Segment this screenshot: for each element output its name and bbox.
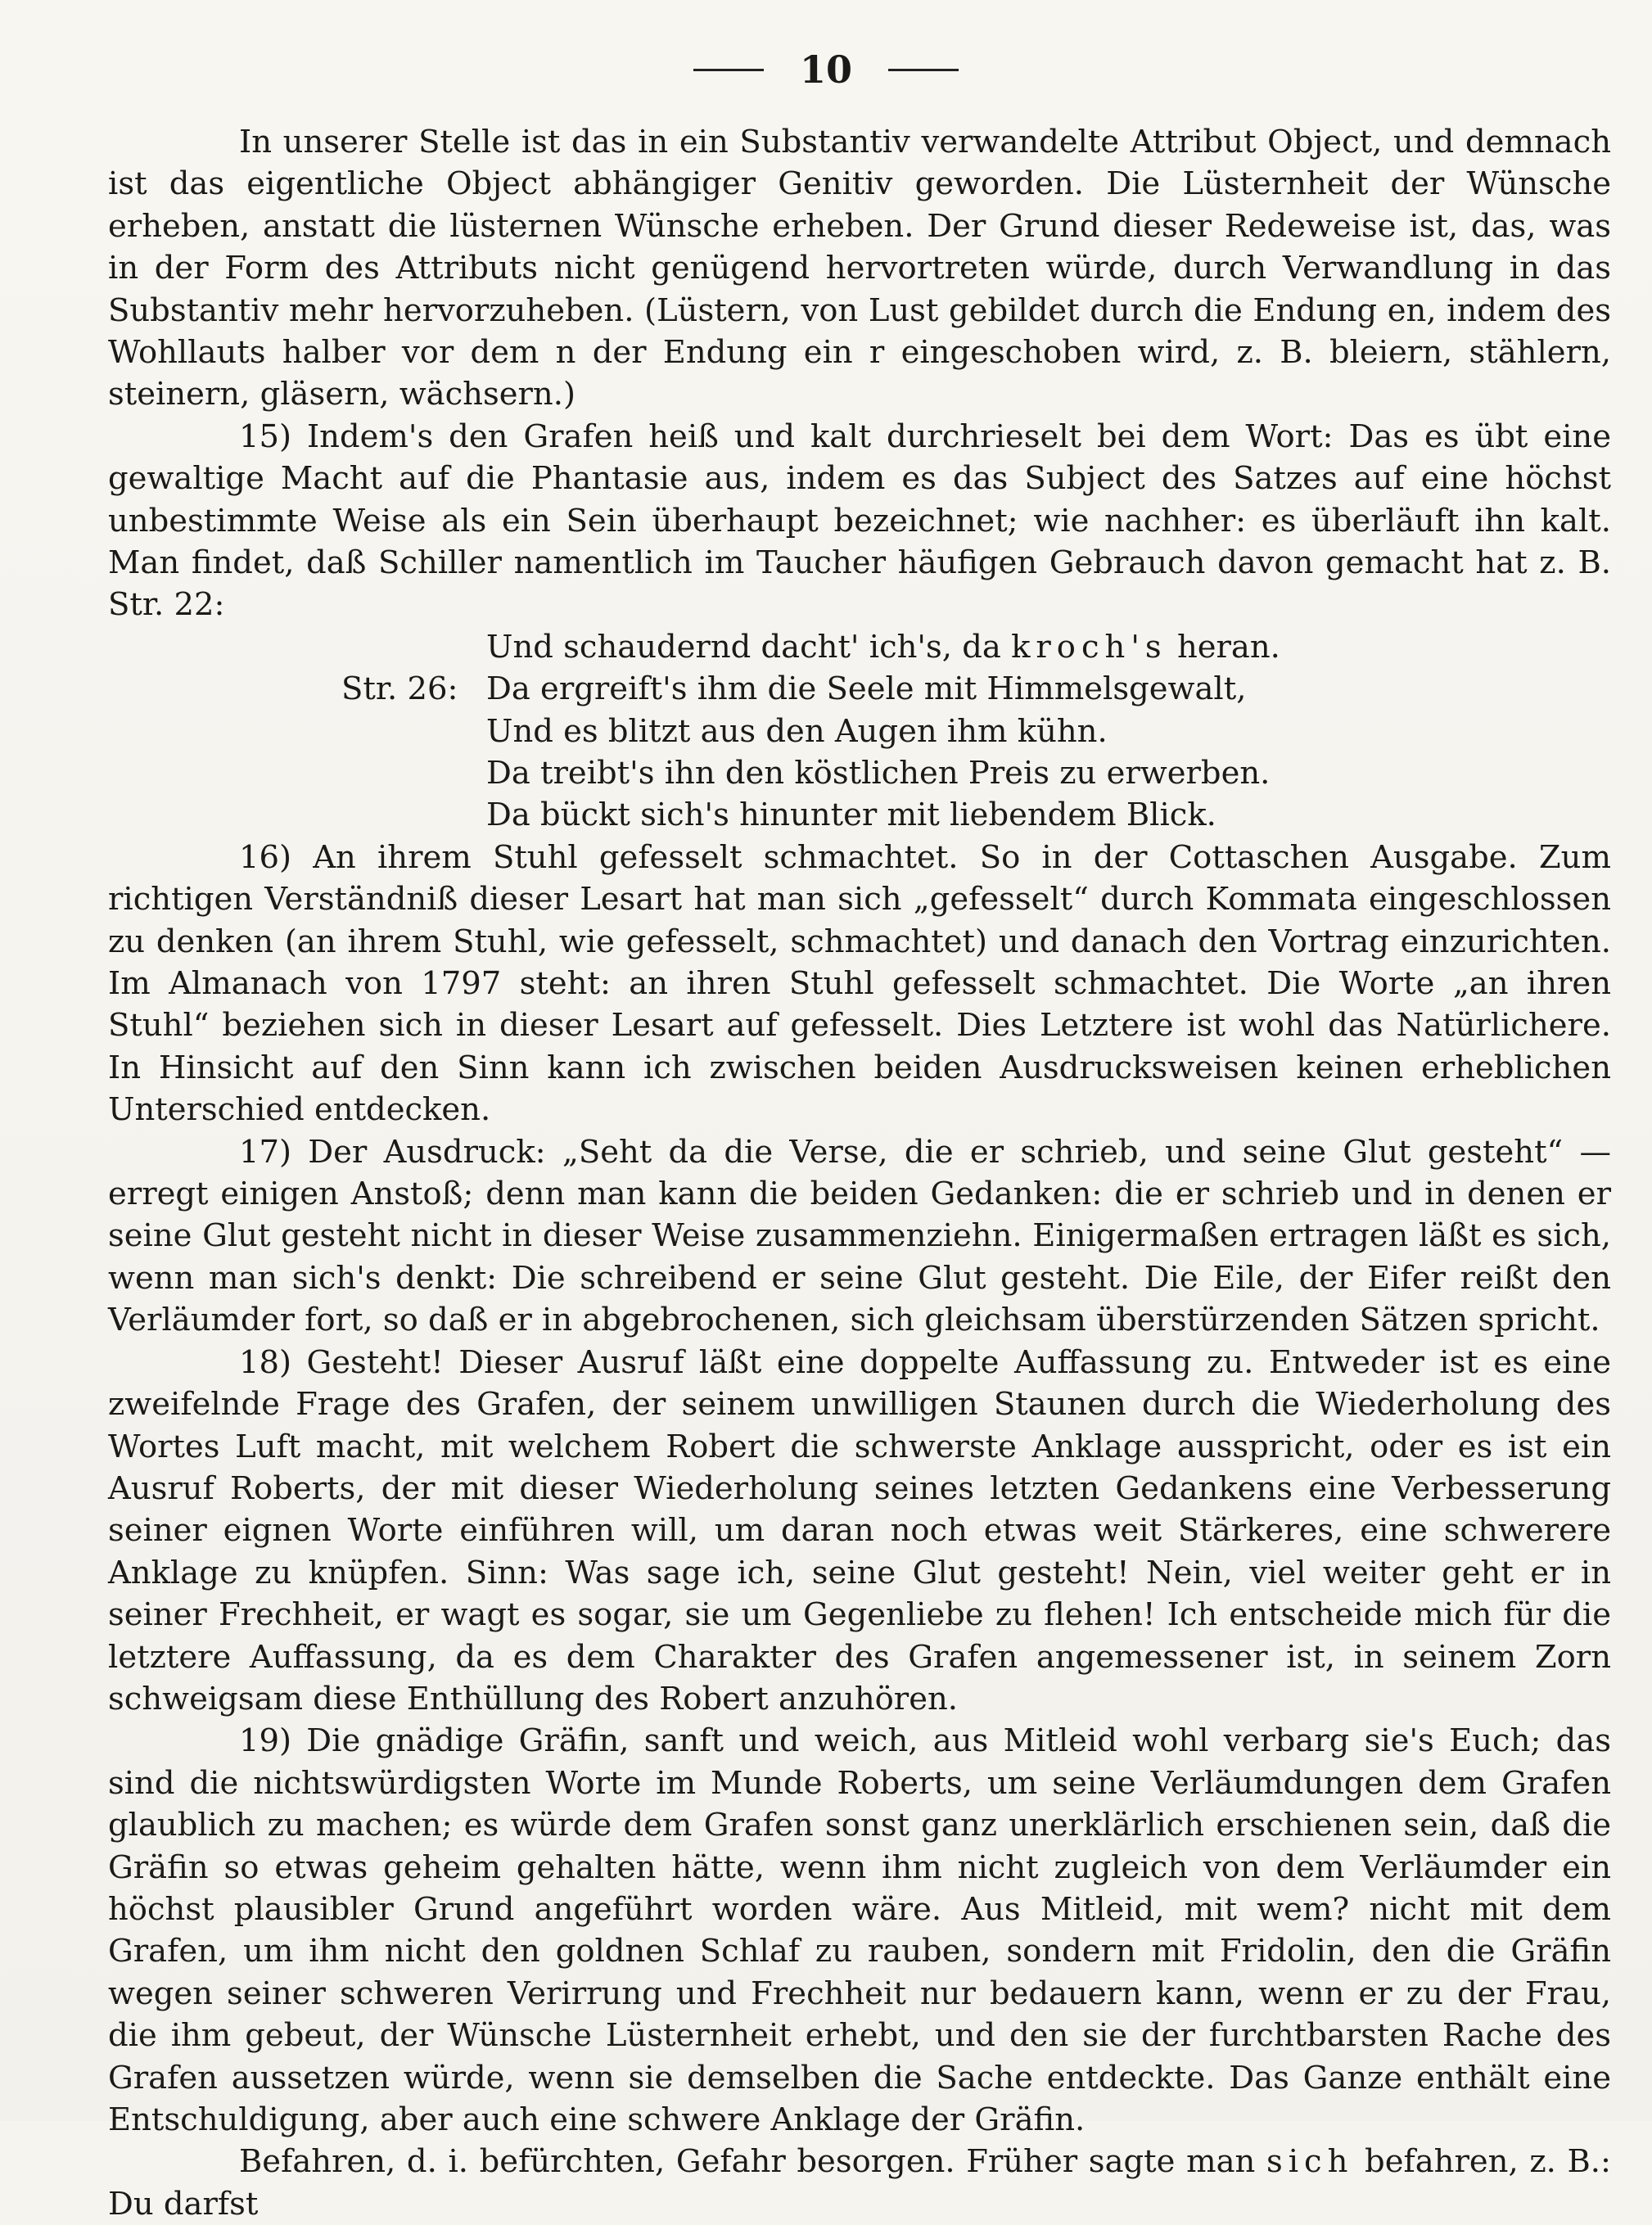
header-rule-left [693,69,764,71]
page-number: 10 [799,47,852,92]
verse-text: Und es blitzt aus den Augen ihm kühn. [486,712,1108,750]
last-line-text-end: befahren, z. B.: Du darfst [108,2143,1612,2223]
page-header [0,47,1652,92]
paragraph: In unserer Stelle ist das in ein Substantiv verwandelte Attribut Object, und demnach ist das eigentliche Object abhängiger Genitiv geworden. Die Lüsternheit der Wünsche erheben, anstatt die lüsternen Wünsche erheben. Der Grund dieser Redeweise ist, das, was in der Form des Attributs nicht genügend hervortreten würde, durch Verwandlung in das Substantiv mehr hervorzuheben. (Lüstern, von Lust gebildet durch die Endung en, indem des Wohllauts halber vor dem n der Endung ein r eingeschoben wird, z. B. bleiern, stählern, steinern, gläsern, wächsern.) [108,124,1611,413]
paragraph: 18) Gesteht! Dieser Ausruf läßt eine doppelte Auffassung zu. Entweder ist es eine zweifelnde Frage des Grafen, der seinem unwilligen Staunen durch die Wiederholung des Wortes Luft macht, mit welchem Robert die schwerste Anklage ausspricht, oder es ist ein Ausruf Roberts, der mit dieser Wiederholung seines letzten Gedankens eine Verbesserung seiner eignen Worte einführen will, um daran noch etwas weit Stärkeres, eine schwerere Anklage zu knüpfen. Sinn: Was sage ich, seine Glut gesteht! Nein, viel weiter geht er in seiner Frechheit, er wagt es sogar, sie um Gegenliebe zu flehen! Ich entscheide mich für die letztere Auffassung, da es dem Charakter des Grafen angemessener ist, in seinem Zorn schweigsam diese Enthüllung des Robert anzuhören. [108,1343,1611,1717]
verse-quote [108,626,1611,837]
last-line-text: Befahren, d. i. befürchten, Gefahr besorgen. Früher sagte man [239,2143,1266,2181]
verse-line [108,752,1611,794]
paragraph-last-line [108,2141,1611,2225]
verse-text: Da bückt sich's hinunter mit liebendem Blick. [486,797,1216,834]
verse-line [108,668,1611,710]
verse-text: Da ergreift's ihm die Seele mit Himmelsgewalt, [486,670,1247,708]
paragraph: 15) Indem's den Grafen heiß und kalt durchrieselt bei dem Wort: Das es übt eine gewaltige Macht auf die Phantasie aus, indem es das Subject des Satzes auf eine höchst unbestimmte Weise als ein Sein überhaupt bezeichnet; wie nachher: es überläuft ihn kalt. Man findet, daß Schiller namentlich im Taucher häufigen Gebrauch davon gemacht hat z. B. Str. 22: [108,417,1611,624]
last-line-emphasis: sich [1266,2143,1354,2181]
verse-emphasis: kroch's [1011,628,1167,666]
verse-text: Und schaudernd dacht' ich's, da [486,628,1012,666]
verse-text: Da treibt's ihn den köstlichen Preis zu erwerben. [486,755,1271,792]
paragraph: 16) An ihrem Stuhl gefesselt schmachtet. So in der Cottaschen Ausgabe. Zum richtigen Verständniß dieser Lesart hat man sich „gefesselt“ durch Kommata eingeschlossen zu denken (an ihrem Stuhl, wie gefesselt, schmachtet) und danach den Vortrag einzurichten. Im Almanach von 1797 steht: an ihren Stuhl gefesselt schmachtet. Die Worte „an ihren Stuhl“ beziehen sich in dieser Lesart auf gefesselt. Dies Letztere ist wohl das Natürlichere. In Hinsicht auf den Sinn kann ich zwischen beiden Ausdrucksweisen keinen erheblichen Unterschied entdecken. [108,838,1611,1129]
header-rule-right [888,69,959,71]
body-text [108,121,1611,2225]
verse-reference: Str. 26: [341,670,458,708]
paragraph: 19) Die gnädige Gräfin, sanft und weich, aus Mitleid wohl verbarg sie's Euch; das sind die nichtswürdigsten Worte im Munde Roberts, um seine Verläumdungen dem Grafen glaublich zu machen; es würde dem Grafen sonst ganz unerklärlich erschienen sein, daß die Gräfin so etwas geheim gehalten hätte, wenn ihm nicht zugleich von dem Verläumder ein höchst plausibler Grund angeführt worden wäre. Aus Mitleid, mit wem? nicht mit dem Grafen, um ihm nicht den goldnen Schlaf zu rauben, sondern mit Fridolin, den die Gräfin wegen seiner schweren Verirrung und Frechheit nur bedauern kann, wenn er zu der Frau, die ihm gebeut, der Wünsche Lüsternheit erhebt, und den sie der furchtbarsten Rache des Grafen aussetzen würde, wenn sie demselben die Sache entdeckte. Das Ganze enthält eine Entschuldigung, aber auch eine schwere Anklage der Gräfin. [108,1722,1611,2139]
paragraph: 17) Der Ausdruck: „Seht da die Verse, die er schrieb, und seine Glut gesteht“ — erregt einigen Anstoß; denn man kann die beiden Gedanken: die er schrieb und in denen er seine Glut gesteht nicht in dieser Weise zusammenziehn. Einigermaßen ertragen läßt es sich, wenn man sich's denkt: Die schreibend er seine Glut gesteht. Die Eile, der Eifer reißt den Verläumder fort, so daß er in abgebrochenen, sich gleichsam überstürzenden Sätzen spricht. [108,1133,1611,1339]
verse-text-end: heran. [1167,628,1280,666]
verse-line [108,711,1611,752]
verse-line [108,626,1611,668]
verse-line [108,794,1611,836]
